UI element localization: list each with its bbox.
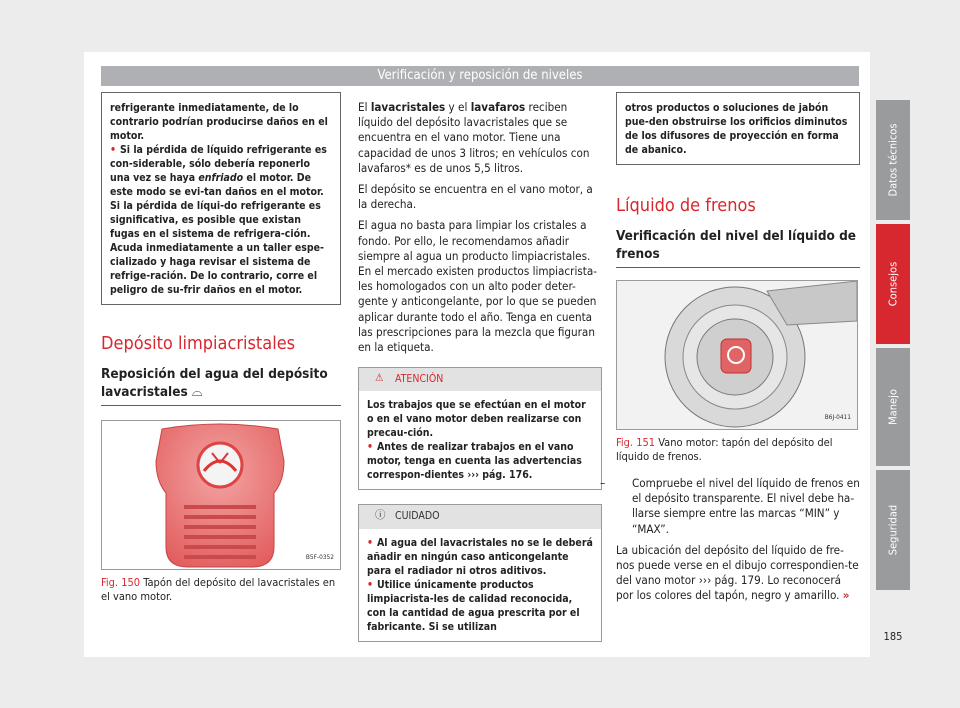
step-item: – Compruebe el nivel del líquido de frenos en el depósito transparente. El nivel debe ha-llarse siempre entre las marcas “MIN” y “MAX”. (600, 476, 860, 536)
box-text: refrigerante inmediatamente, de lo contrario podrían producirse daños en el motor. (110, 102, 328, 142)
warning-triangle-icon: ⚠ (375, 372, 384, 385)
bullet-icon: • (110, 144, 117, 156)
bullet-icon: • (367, 578, 374, 591)
continued-warning-box (101, 92, 341, 305)
figure-caption: Fig. 150 Tapón del depósito del lavacristales en el vano motor. (101, 576, 336, 603)
washer-cap-illustration (102, 421, 340, 569)
figure-code: B5F-0352 (305, 552, 334, 561)
paragraph: La ubicación del depósito del líquido de fre-nos puede verse en el dibujo correspondien-te del vano motor ››› pág. 179. Lo reconocerá por los colores del tapón, negro y amarillo. » (616, 542, 859, 603)
paragraph: El agua no basta para limpiar los cristales a fondo. Por ello, le recomendamos añadir siempre al agua un producto limpiacristales. En el mercado existen productos limpiacrista-les homologados con un alto poder deter-gente y anticongelante, por lo que se pueden aplicar durante todo el año. Tenga en cuenta las prescripciones para la mezcla que figuran en la etiqueta. (358, 218, 598, 355)
figure-151 (616, 280, 858, 430)
figure-caption: Fig. 151 Vano motor: tapón del depósito del líquido de frenos. (616, 436, 833, 463)
page-header: Verificación y reposición de niveles (101, 66, 859, 86)
warning-text: Los trabajos que se efectúan en el motor o en el vano motor deben realizarse con precau-ción. (367, 399, 586, 440)
page-number: 185 (883, 630, 903, 643)
tab-datos-tecnicos[interactable]: Datos técnicos (876, 100, 910, 220)
subsection-title: Reposición del agua del depósito lavacristales ⌓ (101, 366, 328, 400)
middle-column (358, 100, 602, 642)
continued-caution-box (616, 92, 860, 165)
brake-fluid-cap-illustration (617, 281, 857, 429)
washer-icon: ⌓ (191, 384, 203, 400)
warning-bullet: • Antes de realizar trabajos en el vano motor, tenga en cuenta las advertencias correspon-dientes ››› pág. 176. (367, 441, 582, 482)
caution-bullet: • Al agua del lavacristales no se le deberá añadir en ningún caso anticongelante para el radiador ni otros aditivos. (367, 536, 593, 577)
subsection-title: Verificación del nivel del líquido de frenos (616, 228, 857, 262)
right-column (600, 92, 860, 610)
caution-header: ⓘ CUIDADO (359, 505, 601, 528)
continued-arrow-icon: » (842, 588, 850, 603)
tab-manejo[interactable]: Manejo (876, 348, 910, 466)
paragraph: El depósito se encuentra en el vano motor, a la derecha. (358, 182, 593, 212)
figure-150 (101, 420, 341, 570)
info-circle-icon: ⓘ (375, 509, 386, 522)
warning-box (358, 367, 602, 490)
paragraph: El lavacristales y el lavafaros reciben líquido del depósito lavacristales que se encuentra en el vano motor. Tiene una capacidad de unos 3 litros; en vehículos con lavafaros* es de unos 5,5 litros. (358, 100, 590, 175)
section-title: Depósito limpiacristales (101, 333, 296, 354)
tab-consejos[interactable]: Consejos (876, 224, 910, 344)
box-bullet: • Si la pérdida de líquido refrigerante es con-siderable, sólo debería reponerlo una vez se haya enfriado el motor. De este modo se evi-tan daños en el motor. Si la pérdida de líqui-do refrigerante es significativa, es posible que existan fugas en el sistema de refrigera-ción. Acuda inmediatamente a un taller espe-cializado y haga revisar el sistema de refrige-ración. De lo contrario, corre el peligro de su-frir daños en el motor. (110, 144, 327, 296)
bullet-icon: • (367, 536, 374, 549)
subtitle-rule (101, 405, 341, 406)
box-text: otros productos o soluciones de jabón pue-den obstruirse los orificios diminutos de los difusores de proyección en forma de abanico. (625, 102, 848, 156)
subtitle-rule (616, 267, 860, 268)
tab-seguridad[interactable]: Seguridad (876, 470, 910, 590)
left-column (101, 92, 341, 604)
section-title: Líquido de frenos (616, 195, 756, 216)
warning-header: ⚠ ATENCIÓN (359, 368, 601, 391)
caution-box (358, 504, 602, 641)
bullet-icon: • (367, 441, 374, 454)
caution-bullet: • Utilice únicamente productos limpiacrista-les de calidad reconocida, con la cantidad de agua prescrita por el fabricante. Si se utilizan (367, 578, 580, 633)
figure-code: B6J-0411 (824, 412, 851, 421)
